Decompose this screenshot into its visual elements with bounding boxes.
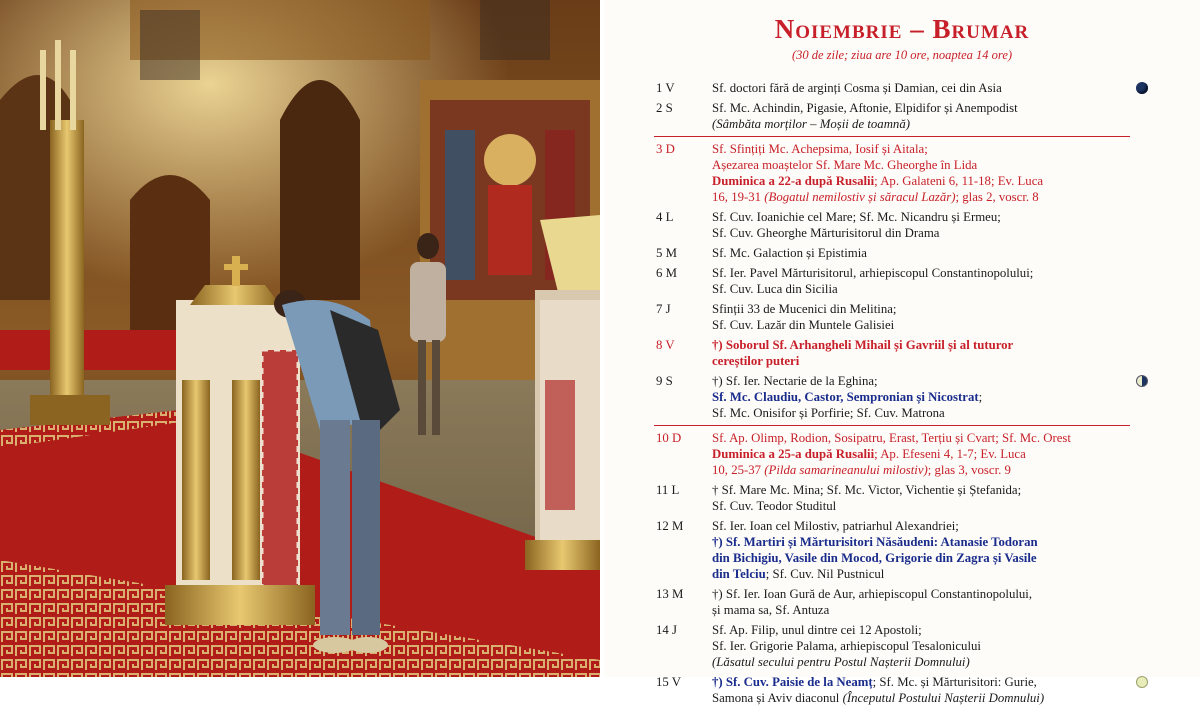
- calendar-day-entry: [604, 265, 1200, 297]
- text-segment: (Bogatul nemilostiv și săracul Lazăr): [764, 190, 956, 204]
- saint-line: [712, 337, 1140, 353]
- text-segment: 16, 19-31: [712, 190, 765, 204]
- calendar-day-entry: [604, 337, 1200, 369]
- saint-line: [712, 622, 1140, 638]
- day-date: 7 J: [656, 302, 671, 316]
- text-segment: Sf. Ier. Ioan cel Milostiv, patriarhul Alexandriei;: [712, 519, 959, 533]
- text-segment: † Sf. Mare Mc. Mina; Sf. Mc. Victor, Vichentie și Ștefanida;: [712, 483, 1022, 497]
- saint-line: [712, 586, 1140, 602]
- calendar-entries: [604, 80, 1200, 706]
- saint-line: [712, 317, 1140, 333]
- calendar-day-entry: [604, 586, 1200, 618]
- calendar-day-entry: [604, 674, 1200, 706]
- saint-line: [712, 405, 1140, 421]
- saint-line: [712, 566, 1140, 582]
- calendar-day-entry: [604, 482, 1200, 514]
- text-segment: Sfinții 33 de Mucenici din Melitina;: [712, 302, 897, 316]
- arch-window: [280, 80, 360, 300]
- text-segment: Sf. Ier. Pavel Mărturisitorul, arhiepiscopul Constantinopolului;: [712, 266, 1034, 280]
- text-segment: Sf. Ap. Filip, unul dintre cei 12 Apostoli;: [712, 623, 922, 637]
- saint-line: [712, 80, 1140, 96]
- candle-stand: [50, 120, 84, 410]
- text-segment: Duminica a 22-a după Rusalii: [712, 174, 875, 188]
- text-segment: ; Sf. Mc. și Mărturisitori: Gurie,: [872, 675, 1037, 689]
- text-segment: Sf. Mc. Onisifor și Porfirie; Sf. Cuv. Matrona: [712, 406, 945, 420]
- day-date: 8 V: [656, 338, 675, 352]
- saint-line: [712, 389, 1140, 405]
- saint-line: [712, 482, 1140, 498]
- text-segment: Sf. doctori fără de arginți Cosma și Damian, cei din Asia: [712, 81, 1002, 95]
- calendar-day-entry: [604, 209, 1200, 241]
- text-segment: ; Ap. Efeseni 4, 1-7; Ev. Luca: [874, 447, 1026, 461]
- text-segment: Sf. Sfințiți Mc. Achepsima, Iosif și Aitala;: [712, 142, 928, 156]
- text-segment: (Începutul Postului Nașterii Domnului): [842, 691, 1045, 705]
- saint-line: [712, 173, 1140, 189]
- text-segment: (Lăsatul secului pentru Postul Nașterii Domnului): [712, 655, 970, 669]
- saint-line: [712, 265, 1140, 281]
- day-date: 6 M: [656, 266, 677, 280]
- calendar-day-entry: [604, 373, 1200, 421]
- calendar-page: [604, 0, 1200, 705]
- saint-line: [712, 373, 1140, 389]
- day-date: 4 L: [656, 210, 674, 224]
- calendar-day-entry: [604, 430, 1200, 478]
- new-moon-icon: [1136, 82, 1148, 94]
- day-date: 12 M: [656, 519, 684, 533]
- text-segment: ;: [978, 390, 983, 404]
- saint-line: [712, 281, 1140, 297]
- calendar-day-entry: [604, 301, 1200, 333]
- day-date: 10 D: [656, 431, 682, 445]
- saint-line: [712, 100, 1140, 116]
- day-date: 2 S: [656, 101, 673, 115]
- saint-line: [712, 116, 1140, 132]
- text-segment: †) Sf. Martiri și Mărturisitori Năsăudeni: Atanasie Todoran: [712, 535, 1038, 549]
- page-subtitle: (30 de zile; ziua are 10 ore, noaptea 14 ore): [791, 48, 1013, 62]
- text-segment: Sf. Cuv. Lazăr din Muntele Galisiei: [712, 318, 895, 332]
- text-segment: Sf. Cuv. Gheorghe Mărturisitorul din Drama: [712, 226, 940, 240]
- text-segment: și mama sa, Sf. Antuza: [712, 603, 830, 617]
- saint-line: [712, 225, 1140, 241]
- sunday-divider: [654, 425, 1130, 426]
- saint-line: [712, 462, 1140, 478]
- calendar-day-entry: [604, 141, 1200, 205]
- text-segment: ; glas 2, voscr. 8: [955, 190, 1039, 204]
- day-date: 11 L: [656, 483, 680, 497]
- saint-line: [712, 189, 1140, 205]
- text-segment: (Sâmbăta morților – Moșii de toamnă): [712, 117, 910, 131]
- day-date: 14 J: [656, 623, 677, 637]
- calendar-day-entry: [604, 518, 1200, 582]
- text-segment: din Bichigiu, Vasile din Mocod, Grigorie din Zagra și Vasile: [712, 551, 1037, 565]
- text-segment: cereștilor puteri: [712, 354, 800, 368]
- text-segment: Așezarea moaștelor Sf. Mare Mc. Gheorghe în Lida: [712, 158, 978, 172]
- text-segment: (Pilda samarineanului milostiv): [764, 463, 928, 477]
- saint-line: [712, 690, 1140, 706]
- day-date: 15 V: [656, 675, 682, 689]
- saint-line: [712, 209, 1140, 225]
- text-segment: †) Sf. Ier. Nectarie de la Eghina;: [712, 374, 878, 388]
- saint-line: [712, 534, 1140, 550]
- saint-line: [712, 353, 1140, 369]
- saint-line: [712, 430, 1140, 446]
- page-title: Noiembrie – Brumar: [774, 14, 1030, 44]
- saint-line: [712, 550, 1140, 566]
- saint-line: [712, 654, 1140, 670]
- text-segment: †) Soborul Sf. Arhangheli Mihail și Gavriil și al tuturor: [712, 338, 1014, 352]
- text-segment: din Telciu: [712, 567, 766, 581]
- text-segment: †) Sf. Ier. Ioan Gură de Aur, arhiepiscopul Constantinopolului,: [712, 587, 1033, 601]
- calendar-day-entry: [604, 622, 1200, 670]
- text-segment: 10, 25-37: [712, 463, 765, 477]
- text-segment: Sf. Ier. Grigorie Palama, arhiepiscopul Tesalonicului: [712, 639, 981, 653]
- calendar-day-entry: [604, 245, 1200, 261]
- sunday-divider: [654, 136, 1130, 137]
- text-segment: Sf. Mc. Achindin, Pigasie, Aftonie, Elpidifor și Anempodist: [712, 101, 1018, 115]
- icon-halo: [484, 134, 536, 186]
- saint-line: [712, 301, 1140, 317]
- saint-line: [712, 518, 1140, 534]
- day-date: 3 D: [656, 142, 675, 156]
- day-date: 9 S: [656, 374, 673, 388]
- church-interior-photo: [0, 0, 600, 677]
- saint-line: [712, 157, 1140, 173]
- full-moon-icon: [1136, 676, 1148, 688]
- day-date: 13 M: [656, 587, 684, 601]
- saint-line: [712, 602, 1140, 618]
- text-segment: ; glas 3, voscr. 9: [927, 463, 1011, 477]
- text-segment: ; Ap. Galateni 6, 11-18; Ev. Luca: [874, 174, 1044, 188]
- text-segment: Sf. Ap. Olimp, Rodion, Sosipatru, Erast, Terțiu și Cvart; Sf. Mc. Orest: [712, 431, 1071, 445]
- saint-line: [712, 141, 1140, 157]
- saint-line: [712, 245, 1140, 261]
- first-quarter-moon-icon: [1136, 375, 1148, 387]
- saint-line: [712, 498, 1140, 514]
- text-segment: Duminica a 25-a după Rusalii: [712, 447, 875, 461]
- text-segment: †) Sf. Cuv. Paisie de la Neamț: [712, 675, 873, 689]
- text-segment: Sf. Mc. Claudiu, Castor, Sempronian și Nicostrat: [712, 390, 979, 404]
- calendar-day-entry: [604, 100, 1200, 132]
- saint-line: [712, 674, 1140, 690]
- text-segment: Samona și Aviv diaconul: [712, 691, 843, 705]
- text-segment: Sf. Cuv. Ioanichie cel Mare; Sf. Mc. Nicandru și Ermeu;: [712, 210, 1001, 224]
- day-date: 1 V: [656, 81, 675, 95]
- woman-background: [410, 262, 446, 342]
- calendar-day-entry: [604, 80, 1200, 96]
- text-segment: Sf. Mc. Galaction și Epistimia: [712, 246, 867, 260]
- day-date: 5 M: [656, 246, 677, 260]
- text-segment: Sf. Cuv. Teodor Studitul: [712, 499, 837, 513]
- text-segment: ; Sf. Cuv. Nil Pustnicul: [765, 567, 885, 581]
- text-segment: Sf. Cuv. Luca din Sicilia: [712, 282, 838, 296]
- saint-line: [712, 638, 1140, 654]
- saint-line: [712, 446, 1140, 462]
